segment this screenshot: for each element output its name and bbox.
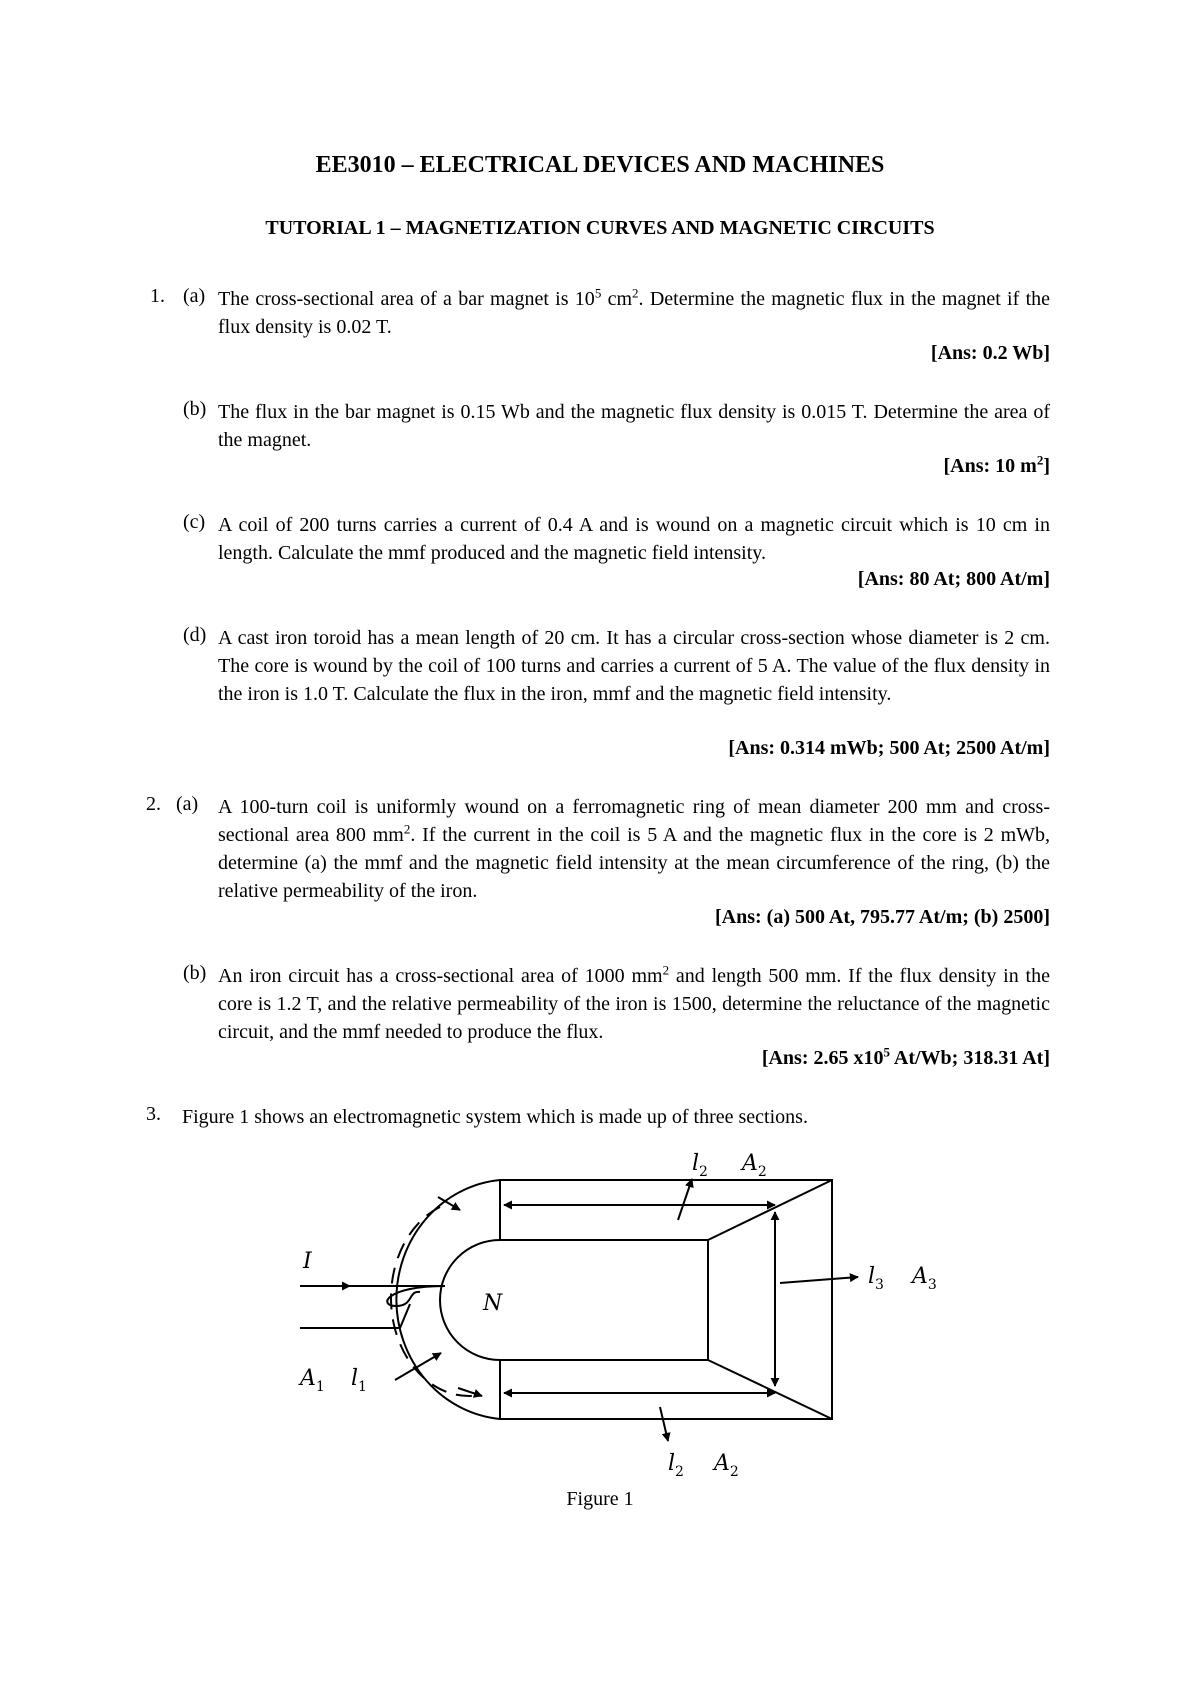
label-l1: $l_1$ bbox=[351, 1366, 367, 1395]
course-title: EE3010 – ELECTRICAL DEVICES AND MACHINES bbox=[315, 152, 885, 178]
q2a-text: A 100-turn coil is uniformly wound on a ferromagnetic ring of mean diameter 200 mm and cross-sectional area 800 $mm^2$. If the current in the coil is 5 A and the magnetic flux in the core is 2 mWb, determine (a) the mmf and the magnetic field intensity at the mean circumference of the ring, (b) the relative permeability of the iron. bbox=[218, 796, 1050, 902]
q1d-label: (d) bbox=[183, 624, 207, 646]
section-3-diagonal-bottom bbox=[708, 1360, 832, 1419]
q1b-text: The flux in the bar magnet is 0.15 Wb and the magnetic flux density is 0.015 T. Determine the area of the magnet. bbox=[218, 401, 1050, 451]
flux-path-dashed bbox=[391, 1207, 480, 1396]
label-A1: $A_1$ bbox=[300, 1366, 325, 1395]
q2b-text: An iron circuit has a cross-sectional area of 1000 $mm^2$ and length 500 mm. If the flux density in the core is 1.2 T, and the relative permeability of the iron is 1500, determine the reluctance of the magnetic circuit, and the mmf needed to produce the flux. bbox=[218, 962, 1050, 1043]
figure-caption: Figure 1 bbox=[566, 1488, 634, 1510]
q1a-answer: [Ans: 0.2 Wb] bbox=[930, 342, 1050, 364]
l2-bottom-leader-arrow bbox=[660, 1407, 668, 1441]
l2-top-leader-arrow bbox=[678, 1179, 692, 1220]
label-A3: $A_3$ bbox=[912, 1264, 937, 1293]
section-3-diagonal-top bbox=[708, 1180, 832, 1240]
label-l3: $l_3$ bbox=[868, 1264, 884, 1293]
label-l2-top: $l_2$ bbox=[692, 1151, 708, 1180]
q3-text: Figure 1 shows an electromagnetic system which is made up of three sections. bbox=[182, 1106, 808, 1128]
question-number-1: 1. bbox=[150, 285, 165, 307]
label-l2-bottom: $l_2$ bbox=[668, 1451, 684, 1480]
label-A2-top: $A_2$ bbox=[742, 1151, 767, 1180]
q2b-answer: [Ans: 2.65 $x10^5$ At/Wb; 318.31 At] bbox=[761, 1044, 1050, 1069]
core-inner-outline bbox=[440, 1240, 708, 1360]
core-outer-outline bbox=[396, 1180, 832, 1419]
label-current-I: I bbox=[303, 1249, 312, 1274]
q1d-answer: [Ans: 0.314 mWb; 500 At; 2500 At/m] bbox=[728, 737, 1050, 759]
q1a-text: The cross-sectional area of a bar magnet is $10^5$ $cm^2$. Determine the magnetic flux in the magnet if the flux density is 0.02 T. bbox=[218, 285, 1050, 338]
l1-leader-arrow bbox=[395, 1353, 441, 1380]
q1a-label: (a) bbox=[183, 285, 206, 307]
tutorial-title: TUTORIAL 1 – MAGNETIZATION CURVES AND MAGNETIC CIRCUITS bbox=[265, 217, 935, 239]
q1c-label: (c) bbox=[183, 511, 206, 533]
question-number-3: 3. bbox=[146, 1103, 161, 1125]
q1b-label: (b) bbox=[183, 398, 207, 420]
l3-leader-arrow bbox=[780, 1277, 858, 1283]
q1c-answer: [Ans: 80 At; 800 At/m] bbox=[857, 568, 1050, 590]
label-A2-bottom: $A_2$ bbox=[714, 1451, 739, 1480]
label-turns-N: N bbox=[483, 1291, 503, 1316]
coil-winding-bottom bbox=[400, 1304, 410, 1328]
question-number-2: 2. bbox=[146, 793, 161, 815]
q2a-answer: [Ans: (a) 500 At, 795.77 At/m; (b) 2500] bbox=[715, 906, 1050, 928]
q2b-label: (b) bbox=[183, 962, 207, 984]
q1d-text: A cast iron toroid has a mean length of 20 cm. It has a circular cross-section whose diameter is 2 cm. The core is wound by the coil of 100 turns and carries a current of 5 A. The value of the flux density in the iron is 1.0 T. Calculate the flux in the iron, mmf and the magnetic field intensity. bbox=[218, 627, 1050, 705]
q2a-label: (a) bbox=[176, 793, 199, 815]
q1b-answer: [Ans: 10 $m^2$] bbox=[943, 452, 1050, 477]
q1c-text: A coil of 200 turns carries a current of 0.4 A and is wound on a magnetic circuit which is 10 cm in length. Calculate the mmf produced and the magnetic field intensity. bbox=[218, 514, 1050, 564]
